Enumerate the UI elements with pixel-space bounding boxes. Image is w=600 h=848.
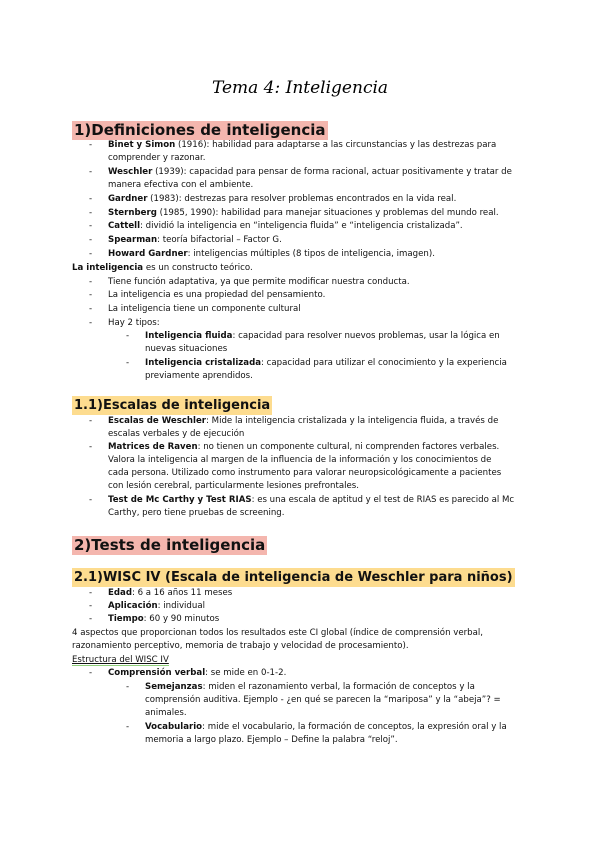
- bullet-dash: -: [89, 442, 93, 452]
- bullet-dash: -: [89, 318, 93, 328]
- sub-list-item: Vocabulario: mide el vocabulario, la formación de conceptos, la expresión oral y la: [145, 722, 507, 732]
- bullet-dash: -: [89, 140, 93, 150]
- sub-list-item: Inteligencia fluida: capacidad para resolver nuevos problemas, usar la lógica en: [145, 331, 500, 341]
- bullet-dash: -: [89, 249, 93, 259]
- list-item-continuation: Valora la inteligencia al margen de la influencia de la información y los conocimientos de: [108, 455, 492, 465]
- sub-list-item: Inteligencia cristalizada: capacidad para utilizar el conocimiento y la experiencia: [145, 358, 507, 368]
- paragraph: 4 aspectos que proporcionan todos los resultados este CI global (índice de comprensión verbal,: [72, 628, 483, 638]
- list-item: Cattell: dividió la inteligencia en “inteligencia fluida” e “inteligencia cristalizada”.: [108, 221, 463, 231]
- list-item: Aplicación: individual: [108, 601, 205, 611]
- bullet-dash: -: [89, 495, 93, 505]
- list-item: Comprensión verbal: se mide en 0-1-2.: [108, 668, 287, 678]
- paragraph: La inteligencia es un constructo teórico.: [72, 263, 253, 273]
- list-item: Test de Mc Carthy y Test RIAS: es una escala de aptitud y el test de RIAS es parecido al Mc: [108, 495, 515, 505]
- sub-list-item-continuation: animales.: [145, 708, 187, 718]
- bullet-dash: -: [126, 358, 130, 368]
- list-item: Hay 2 tipos:: [108, 318, 160, 328]
- sub-list-item-continuation: nuevas situaciones: [145, 344, 228, 354]
- list-item-continuation: comprender y razonar.: [108, 153, 206, 163]
- bullet-dash: -: [89, 290, 93, 300]
- list-item: Matrices de Raven: no tienen un componente cultural, ni comprenden factores verbales.: [108, 442, 500, 452]
- section-heading-wisc: 2.1)WISC IV (Escala de inteligencia de Weschler para niños): [74, 570, 513, 585]
- bullet-dash: -: [89, 208, 93, 218]
- list-item-continuation: escalas verbales y de ejecución: [108, 429, 245, 439]
- list-item-continuation: Carthy, pero tiene pruebas de screening.: [108, 508, 285, 518]
- structure-label: Estructura del WISC IV: [72, 655, 169, 665]
- list-item: Howard Gardner: inteligencias múltiples (8 tipos de inteligencia, imagen).: [108, 249, 435, 259]
- list-item: Tiene función adaptativa, ya que permite modificar nuestra conducta.: [108, 277, 410, 287]
- bullet-dash: -: [89, 668, 93, 678]
- list-item: La inteligencia tiene un componente cultural: [108, 304, 301, 314]
- bullet-dash: -: [126, 722, 130, 732]
- bullet-dash: -: [126, 331, 130, 341]
- bullet-dash: -: [89, 588, 93, 598]
- bullet-dash: -: [89, 601, 93, 611]
- list-item: Spearman: teoría bifactorial – Factor G.: [108, 235, 282, 245]
- sub-list-item-continuation: memoria a largo plazo. Ejemplo – Define la palabra “reloj”.: [145, 735, 398, 745]
- bullet-dash: -: [89, 614, 93, 624]
- bullet-dash: -: [89, 194, 93, 204]
- list-item: Weschler (1939): capacidad para pensar de forma racional, actuar positivamente y tratar de: [108, 167, 512, 177]
- paragraph: razonamiento perceptivo, memoria de trabajo y velocidad de procesamiento).: [72, 641, 409, 651]
- list-item: Gardner (1983): destrezas para resolver problemas encontrados en la vida real.: [108, 194, 457, 204]
- list-item: Tiempo: 60 y 90 minutos: [108, 614, 220, 624]
- section-heading-escalas: 1.1)Escalas de inteligencia: [74, 398, 271, 413]
- section-heading-definiciones: 1)Definiciones de inteligencia: [74, 121, 326, 139]
- bullet-dash: -: [89, 304, 93, 314]
- bullet-dash: -: [89, 167, 93, 177]
- list-item: Edad: 6 a 16 años 11 meses: [108, 588, 233, 598]
- sub-list-item: Semejanzas: miden el razonamiento verbal, la formación de conceptos y la: [145, 682, 475, 692]
- sub-list-item-continuation: previamente aprendidos.: [145, 371, 253, 381]
- list-item: Escalas de Weschler: Mide la inteligencia cristalizada y la inteligencia fluida, a través de: [108, 416, 499, 426]
- bullet-dash: -: [89, 277, 93, 287]
- list-item: Binet y Simon (1916): habilidad para adaptarse a las circunstancias y las destrezas para: [108, 140, 497, 150]
- list-item-continuation: cada persona. Utilizado como instrumento para valorar neuropsicológicamente a pacientes: [108, 468, 502, 478]
- list-item-continuation: manera efectiva con el ambiente.: [108, 180, 254, 190]
- bullet-dash: -: [89, 221, 93, 231]
- list-item: Sternberg (1985, 1990): habilidad para manejar situaciones y problemas del mundo real.: [108, 208, 499, 218]
- section-heading-tests: 2)Tests de inteligencia: [74, 536, 266, 554]
- bullet-dash: -: [89, 235, 93, 245]
- list-item: La inteligencia es una propiedad del pensamiento.: [108, 290, 326, 300]
- list-item-continuation: con lesión cerebral, particularmente lesiones prefrontales.: [108, 481, 360, 491]
- page-title: Tema 4: Inteligencia: [211, 78, 389, 98]
- bullet-dash: -: [126, 682, 130, 692]
- sub-list-item-continuation: comprensión auditiva. Ejemplo - ¿en qué se parecen la “mariposa” y la “abeja”? =: [145, 695, 501, 705]
- bullet-dash: -: [89, 416, 93, 426]
